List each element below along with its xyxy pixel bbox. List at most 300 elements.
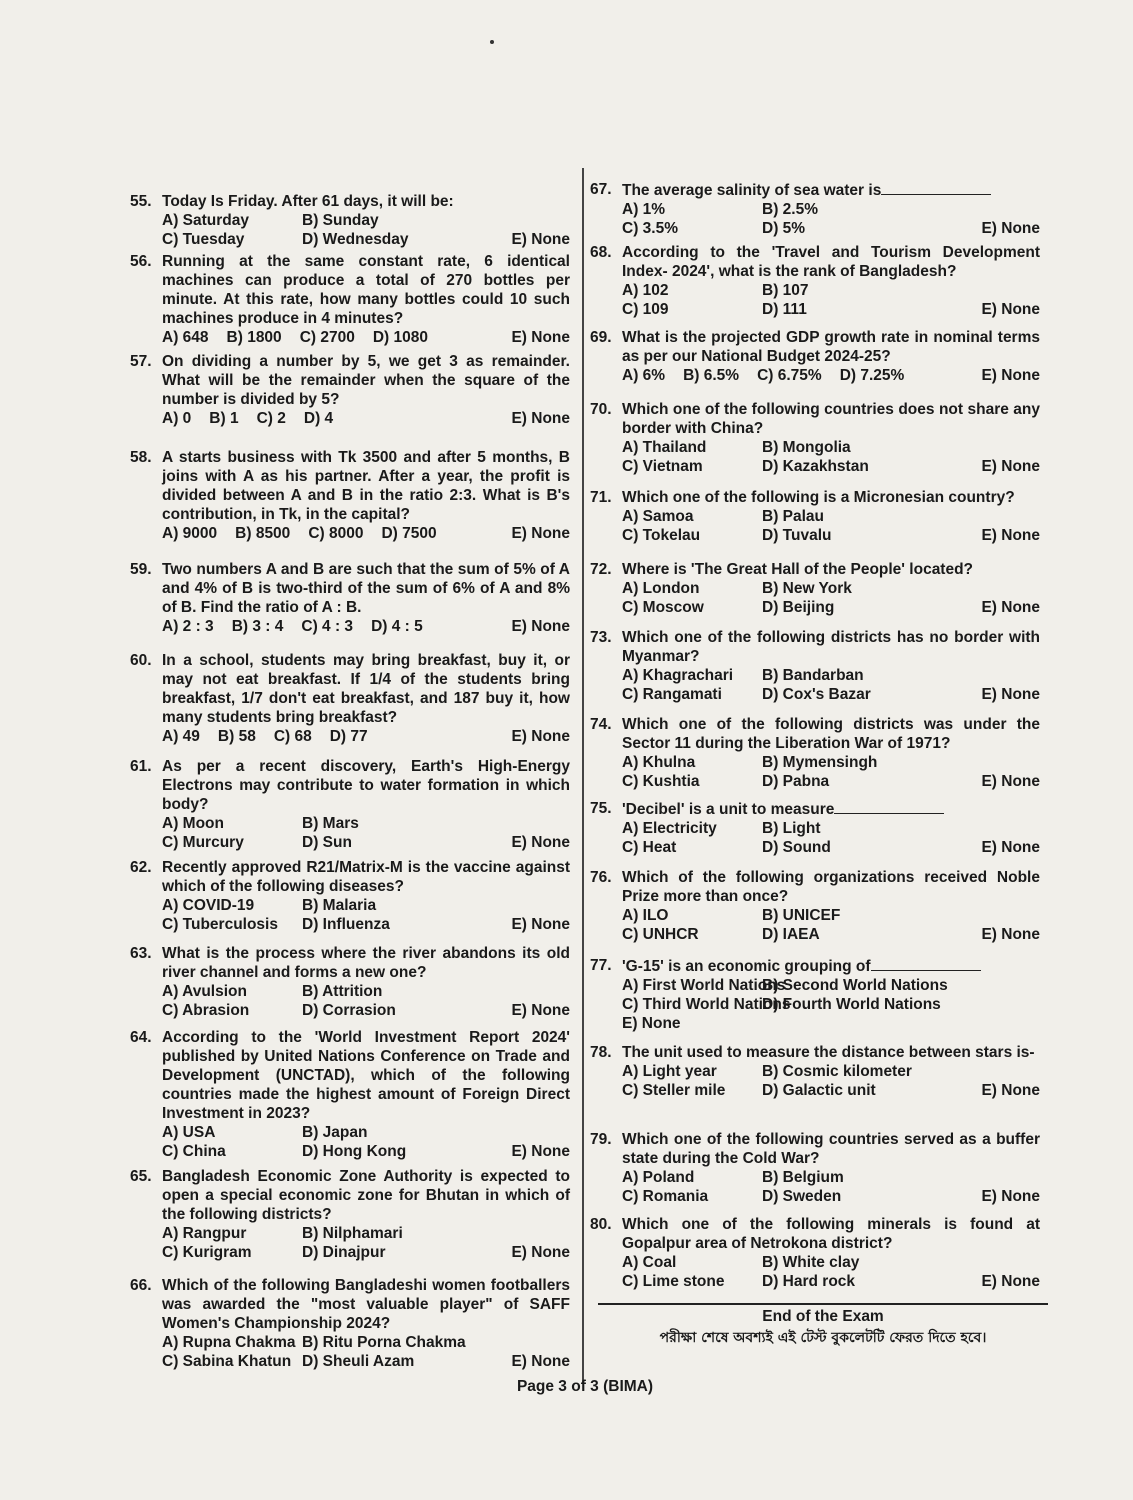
option-row — [622, 838, 1040, 857]
options — [162, 1123, 570, 1161]
answer-option[interactable]: D) IAEA — [762, 926, 820, 943]
question-number: 67. — [590, 181, 612, 198]
question-stem — [590, 180, 1040, 200]
option-row — [162, 1352, 570, 1371]
option-row — [622, 457, 1040, 476]
option-row — [622, 366, 1040, 385]
question-text — [622, 180, 1040, 200]
question-71 — [590, 488, 1040, 545]
answer-option[interactable]: E) None — [511, 329, 570, 346]
option-row — [622, 1014, 1040, 1033]
question-66 — [130, 1276, 570, 1371]
answer-option[interactable]: D) 77 — [329, 728, 368, 745]
answer-option[interactable]: A) Light year — [622, 1063, 717, 1080]
question-number: 66. — [130, 1277, 152, 1294]
question-text-content: Which one of the following minerals is found at Gopalpur area of Netrokona district? — [622, 1216, 1040, 1252]
answer-option[interactable]: C) Third World Nations — [622, 996, 791, 1013]
question-text — [622, 488, 1040, 507]
answer-option[interactable]: C) Tokelau — [622, 527, 701, 544]
answer-option[interactable] — [762, 1014, 937, 1033]
options — [162, 617, 570, 636]
question-number: 56. — [130, 253, 152, 270]
answer-option[interactable]: D) Cox's Bazar — [762, 686, 871, 703]
answer-option[interactable]: D) 5% — [762, 220, 806, 237]
answer-option[interactable]: A) Coal — [622, 1254, 677, 1271]
question-60 — [130, 651, 570, 746]
question-number: 76. — [590, 869, 612, 886]
answer-option[interactable]: B) New York — [762, 580, 852, 597]
options — [622, 906, 1040, 944]
question-65 — [130, 1167, 570, 1262]
option-row — [162, 1224, 570, 1243]
options — [622, 1253, 1040, 1291]
question-69 — [590, 328, 1040, 385]
question-number: 65. — [130, 1168, 152, 1185]
question-text — [162, 1276, 570, 1333]
end-of-exam: End of the Exam — [762, 1308, 884, 1325]
option-row — [622, 598, 1040, 617]
question-stem — [130, 1028, 570, 1123]
answer-option[interactable]: A) First World Nations — [622, 977, 786, 994]
question-text — [162, 448, 570, 524]
answer-option[interactable]: C) Moscow — [622, 599, 704, 616]
question-text-content: Which one of the following is a Micronesian country? — [622, 489, 1015, 506]
option-row — [162, 1243, 570, 1262]
answer-option[interactable]: C) Vietnam — [622, 458, 703, 475]
answer-option[interactable]: C) 4 : 3 — [301, 618, 354, 635]
question-59 — [130, 560, 570, 636]
question-stem — [130, 352, 570, 409]
answer-option[interactable]: C) 2700 — [299, 329, 355, 346]
option-row — [622, 507, 1040, 526]
question-56 — [130, 252, 570, 347]
question-text-content: The unit used to measure the distance between stars is- — [622, 1044, 1035, 1061]
option-row — [622, 995, 1040, 1014]
answer-option[interactable]: A) Moon — [162, 815, 224, 832]
speck — [490, 40, 494, 44]
answer-option[interactable]: C) Sabina Khatun — [162, 1353, 292, 1370]
options — [162, 409, 570, 428]
options — [622, 1062, 1040, 1100]
answer-option[interactable]: A) 1% — [622, 201, 666, 218]
answer-option[interactable]: B) Second World Nations — [762, 977, 948, 994]
question-text — [162, 858, 570, 896]
answer-option[interactable]: C) Rangamati — [622, 686, 722, 703]
answer-option[interactable]: B) Bandarban — [762, 667, 864, 684]
question-75 — [590, 799, 1040, 857]
answer-option[interactable]: A) 2 : 3 — [162, 618, 214, 635]
answer-option[interactable]: A) Thailand — [622, 439, 707, 456]
answer-option[interactable]: D) Tuvalu — [762, 527, 832, 544]
answer-option[interactable]: B) Nilphamari — [302, 1225, 403, 1242]
answer-option[interactable]: E) None — [511, 1353, 570, 1370]
answer-option[interactable]: C) UNHCR — [622, 926, 699, 943]
answer-option[interactable]: B) Mymensingh — [762, 754, 878, 771]
option-row — [162, 896, 570, 915]
question-text — [622, 560, 1040, 579]
answer-option[interactable]: E) None — [622, 1015, 681, 1032]
options — [162, 982, 570, 1020]
question-57 — [130, 352, 570, 428]
answer-option[interactable]: D) Corrasion — [302, 1002, 396, 1019]
answer-option[interactable]: C) Lime stone — [622, 1273, 725, 1290]
answer-option[interactable]: E) None — [511, 916, 570, 933]
answer-option[interactable]: B) White clay — [762, 1254, 860, 1271]
question-number: 59. — [130, 561, 152, 578]
options — [622, 753, 1040, 791]
answer-option[interactable]: E) None — [511, 1002, 570, 1019]
answer-option[interactable]: B) UNICEF — [762, 907, 841, 924]
answer-option[interactable]: B) Ritu Porna Chakma — [302, 1334, 466, 1351]
answer-option[interactable]: E) None — [981, 1188, 1040, 1205]
answer-option[interactable]: B) Palau — [762, 508, 825, 525]
question-stem — [130, 944, 570, 982]
question-text-content: Which of the following organizations received Noble Prize more than once? — [622, 869, 1040, 905]
answer-option[interactable]: D) Influenza — [302, 916, 390, 933]
question-text — [622, 628, 1040, 666]
answer-option[interactable]: C) Kurigram — [162, 1244, 252, 1261]
answer-option[interactable]: D) Dinajpur — [302, 1244, 386, 1261]
answer-option[interactable]: D) Beijing — [762, 599, 835, 616]
question-73 — [590, 628, 1040, 704]
question-79 — [590, 1130, 1040, 1206]
question-stem — [590, 715, 1040, 753]
answer-option[interactable]: D) Sweden — [762, 1188, 842, 1205]
answer-option[interactable]: D) 1080 — [372, 329, 428, 346]
answer-option[interactable]: C) 68 — [273, 728, 312, 745]
option-row — [162, 1142, 570, 1161]
answer-option[interactable]: E) None — [511, 525, 570, 542]
answer-option[interactable]: D) 7.25% — [839, 367, 905, 384]
answer-option[interactable]: E) None — [981, 220, 1040, 237]
option-row — [622, 666, 1040, 685]
question-text — [162, 252, 570, 328]
answer-option[interactable]: A) London — [622, 580, 700, 597]
answer-option[interactable]: A) 6% — [622, 367, 666, 384]
answer-option[interactable]: B) Belgium — [762, 1169, 844, 1186]
answer-option[interactable]: A) 49 — [162, 728, 200, 745]
answer-option[interactable]: B) 1 — [209, 410, 239, 427]
answer-option[interactable]: E) None — [981, 458, 1040, 475]
option-row — [622, 300, 1040, 319]
question-number: 77. — [590, 957, 612, 974]
options — [162, 1333, 570, 1371]
question-number: 58. — [130, 449, 152, 466]
answer-option[interactable]: A) Khulna — [622, 754, 696, 771]
options — [622, 507, 1040, 545]
answer-option[interactable]: B) Sunday — [302, 212, 379, 229]
question-72 — [590, 560, 1040, 617]
question-text-content: Today Is Friday. After 61 days, it will be: — [162, 193, 454, 210]
question-number: 70. — [590, 401, 612, 418]
answer-option[interactable]: A) 102 — [622, 282, 669, 299]
answer-option[interactable]: D) 4 — [303, 410, 334, 427]
question-58 — [130, 448, 570, 543]
options — [162, 524, 570, 543]
answer-option[interactable]: C) Romania — [622, 1188, 709, 1205]
question-number: 60. — [130, 652, 152, 669]
question-stem — [130, 1276, 570, 1333]
question-text-content: Two numbers A and B are such that the sum of 5% of A and 4% of B is two-third of the sum of 6% of A and 8% of B. Find the ratio of A : B. — [162, 561, 570, 616]
answer-option[interactable]: D) 7500 — [381, 525, 437, 542]
question-stem — [130, 560, 570, 617]
question-text-content: Bangladesh Economic Zone Authority is expected to open a special economic zone for Bhutan in which of the following districts? — [162, 1168, 570, 1223]
answer-option[interactable]: B) 107 — [762, 282, 809, 299]
options — [162, 727, 570, 746]
answer-option[interactable]: E) None — [981, 773, 1040, 790]
answer-option[interactable]: E) None — [981, 1082, 1040, 1099]
answer-option[interactable]: E) None — [981, 686, 1040, 703]
question-stem — [590, 628, 1040, 666]
question-text — [622, 1130, 1040, 1168]
question-text-content: Which of the following Bangladeshi women footballers was awarded the "most valuable player" of SAFF Women's Championship 2024? — [162, 1277, 570, 1332]
answer-option[interactable]: D) Galactic unit — [762, 1082, 876, 1099]
answer-option[interactable]: B) Mars — [302, 815, 359, 832]
answer-option[interactable]: E) None — [981, 599, 1040, 616]
answer-option[interactable]: C) 3.5% — [622, 220, 678, 237]
question-text — [622, 1043, 1040, 1062]
answer-option[interactable]: B) 8500 — [235, 525, 291, 542]
answer-option[interactable]: E) None — [511, 231, 570, 248]
option-row — [162, 230, 570, 249]
option-row — [162, 617, 570, 636]
answer-option[interactable]: E) None — [981, 1273, 1040, 1290]
answer-option[interactable]: E) None — [511, 834, 570, 851]
question-text — [622, 956, 1040, 976]
option-row — [622, 772, 1040, 791]
question-text — [622, 243, 1040, 281]
question-text-content: According to the 'World Investment Report 2024' published by United Nations Conference on Trade and Development (UNCTAD), which of the following countries made the highest amount of Foreign Direct Investment in 2023? — [162, 1029, 570, 1122]
question-76 — [590, 868, 1040, 944]
answer-option[interactable]: D) Fourth World Nations — [762, 996, 941, 1013]
question-number: 73. — [590, 629, 612, 646]
question-text — [162, 352, 570, 409]
answer-option[interactable]: C) Tuesday — [162, 231, 245, 248]
answer-option[interactable]: E) None — [511, 410, 570, 427]
question-stem — [130, 448, 570, 524]
answer-option[interactable]: B) 2.5% — [762, 201, 818, 218]
answer-option[interactable]: D) 111 — [762, 301, 807, 318]
answer-option[interactable]: D) 4 : 5 — [371, 618, 423, 635]
answer-option[interactable]: E) None — [511, 1244, 570, 1261]
question-63 — [130, 944, 570, 1020]
options — [622, 1168, 1040, 1206]
answer-option[interactable]: D) Hard rock — [762, 1273, 856, 1290]
options — [622, 976, 1040, 1033]
answer-option[interactable]: B) Cosmic kilometer — [762, 1063, 912, 1080]
question-text-content: Which one of the following countries served as a buffer state during the Cold War? — [622, 1131, 1040, 1167]
question-62 — [130, 858, 570, 934]
question-text-content: What is the projected GDP growth rate in nominal terms as per our National Budget 2024-25? — [622, 329, 1040, 365]
option-row — [622, 438, 1040, 457]
question-number: 79. — [590, 1131, 612, 1148]
answer-option[interactable]: A) Electricity — [622, 820, 717, 837]
question-number: 75. — [590, 800, 612, 817]
answer-option[interactable]: B) 1800 — [226, 329, 282, 346]
option-row — [162, 211, 570, 230]
answer-option[interactable]: A) Khagrachari — [622, 667, 734, 684]
answer-option[interactable]: A) 9000 — [162, 525, 218, 542]
answer-option[interactable]: E) None — [981, 367, 1040, 384]
answer-option[interactable]: C) 6.75% — [757, 367, 822, 384]
question-68 — [590, 243, 1040, 319]
question-stem — [130, 252, 570, 328]
question-number: 68. — [590, 244, 612, 261]
answer-option[interactable]: E) None — [981, 926, 1040, 943]
option-row — [622, 976, 1040, 995]
answer-option[interactable]: D) Hong Kong — [302, 1143, 407, 1160]
option-row — [162, 409, 570, 428]
question-text — [622, 1215, 1040, 1253]
option-row — [622, 925, 1040, 944]
answer-option[interactable]: A) USA — [162, 1124, 216, 1141]
answer-option[interactable]: B) Malaria — [302, 897, 377, 914]
question-text-content: Which one of the following districts was under the Sector 11 during the Liberation War of 1971? — [622, 716, 1040, 752]
question-number: 55. — [130, 193, 152, 210]
options — [622, 579, 1040, 617]
answer-option[interactable]: B) 6.5% — [683, 367, 740, 384]
page-number: Page 3 of 3 (BIMA) — [516, 1378, 654, 1395]
question-stem — [130, 757, 570, 814]
question-stem — [590, 488, 1040, 507]
question-text-content: 'Decibel' is a unit to measure — [622, 801, 835, 818]
question-text-content: Which one of the following districts has no border with Myanmar? — [622, 629, 1040, 665]
question-61 — [130, 757, 570, 852]
answer-option[interactable]: D) Pabna — [762, 773, 830, 790]
option-row — [622, 819, 1040, 838]
answer-option[interactable]: C) Steller mile — [622, 1082, 726, 1099]
question-number: 74. — [590, 716, 612, 733]
fill-blank — [871, 956, 981, 971]
question-number: 71. — [590, 489, 612, 506]
question-text-content: The average salinity of sea water is — [622, 182, 882, 199]
question-text — [622, 799, 1040, 819]
answer-option[interactable]: C) 2 — [256, 410, 286, 427]
answer-option[interactable]: A) 648 — [162, 329, 209, 346]
question-stem — [590, 1043, 1040, 1062]
answer-option[interactable]: A) Rangpur — [162, 1225, 247, 1242]
question-number: 57. — [130, 353, 152, 370]
answer-option[interactable]: D) Sound — [762, 839, 831, 856]
option-row — [162, 814, 570, 833]
option-row — [622, 1253, 1040, 1272]
answer-option[interactable]: C) Tuberculosis — [162, 916, 278, 933]
question-text — [162, 1028, 570, 1123]
options — [622, 819, 1040, 857]
answer-option[interactable]: A) Samoa — [622, 508, 694, 525]
question-number: 72. — [590, 561, 612, 578]
answer-option[interactable]: D) Sun — [302, 834, 352, 851]
answer-option[interactable]: B) Mongolia — [762, 439, 851, 456]
answer-option[interactable]: A) Saturday — [162, 212, 249, 229]
option-row — [622, 579, 1040, 598]
answer-option[interactable]: D) Sheuli Azam — [302, 1353, 415, 1370]
answer-option[interactable]: E) None — [981, 301, 1040, 318]
options — [622, 200, 1040, 238]
fill-blank — [834, 799, 944, 814]
question-stem — [590, 400, 1040, 438]
question-80 — [590, 1215, 1040, 1291]
answer-option[interactable]: B) 3 : 4 — [231, 618, 284, 635]
question-text-content: According to the 'Travel and Tourism Development Index- 2024', what is the rank of Bangladesh? — [622, 244, 1040, 280]
answer-option[interactable]: A) ILO — [622, 907, 669, 924]
question-text-content: On dividing a number by 5, we get 3 as remainder. What will be the remainder when the square of the number is divided by 5? — [162, 353, 570, 408]
question-64 — [130, 1028, 570, 1161]
question-text — [622, 400, 1040, 438]
answer-option[interactable]: A) Avulsion — [162, 983, 247, 1000]
answer-option[interactable]: B) Attrition — [302, 983, 383, 1000]
answer-option[interactable]: E) None — [981, 527, 1040, 544]
question-text-content: Recently approved R21/Matrix-M is the vaccine against which of the following diseases? — [162, 859, 570, 895]
option-row — [622, 1081, 1040, 1100]
return-booklet-note: পরীক্ষা শেষে অবশ্যই এই টেস্ট বুকলেটটি ফেরত দিতে হবে। — [659, 1330, 987, 1346]
answer-option[interactable]: A) Rupna Chakma — [162, 1334, 296, 1351]
option-row — [622, 526, 1040, 545]
question-stem — [590, 328, 1040, 366]
answer-option[interactable]: E) None — [511, 1143, 570, 1160]
question-78 — [590, 1043, 1040, 1100]
question-number: 78. — [590, 1044, 612, 1061]
question-number: 80. — [590, 1216, 612, 1233]
question-text-content: A starts business with Tk 3500 and after 5 months, B joins with A as his partner. After a year, the profit is divided between A and B in the ratio 2:3. What is B's contribution, in Tk, in the capital? — [162, 449, 570, 523]
options — [622, 666, 1040, 704]
options — [162, 896, 570, 934]
option-row — [162, 915, 570, 934]
answer-option[interactable]: C) China — [162, 1143, 226, 1160]
option-row — [622, 685, 1040, 704]
answer-option[interactable]: C) Murcury — [162, 834, 244, 851]
answer-option[interactable]: C) Kushtia — [622, 773, 700, 790]
answer-option[interactable]: B) 58 — [217, 728, 256, 745]
option-row — [162, 328, 570, 347]
answer-option[interactable]: C) 109 — [622, 301, 669, 318]
answer-option[interactable]: D) Kazakhstan — [762, 458, 869, 475]
question-67 — [590, 180, 1040, 238]
question-stem — [130, 1167, 570, 1224]
options — [622, 366, 1040, 385]
question-stem — [130, 192, 570, 211]
option-row — [622, 1168, 1040, 1187]
answer-option[interactable]: B) Japan — [302, 1124, 368, 1141]
question-number: 61. — [130, 758, 152, 775]
answer-option[interactable]: E) None — [511, 618, 570, 635]
options — [162, 814, 570, 852]
answer-option[interactable]: E) None — [511, 728, 570, 745]
question-text-content: What is the process where the river abandons its old river channel and forms a new one? — [162, 945, 570, 981]
question-text — [622, 715, 1040, 753]
answer-option[interactable]: C) Heat — [622, 839, 677, 856]
answer-option[interactable]: E) None — [981, 839, 1040, 856]
question-55 — [130, 192, 570, 249]
option-row — [162, 1123, 570, 1142]
options — [162, 328, 570, 347]
option-row — [622, 281, 1040, 300]
answer-option[interactable]: B) Light — [762, 820, 821, 837]
question-text-content: As per a recent discovery, Earth's High-Energy Electrons may contribute to water formation in which body? — [162, 758, 570, 813]
answer-option[interactable]: A) COVID-19 — [162, 897, 255, 914]
question-text — [622, 328, 1040, 366]
options — [162, 211, 570, 249]
answer-option[interactable]: C) 8000 — [308, 525, 364, 542]
answer-option[interactable]: C) Abrasion — [162, 1002, 250, 1019]
answer-option[interactable]: D) Wednesday — [302, 231, 409, 248]
answer-option[interactable]: A) Poland — [622, 1169, 695, 1186]
question-stem — [590, 799, 1040, 819]
question-74 — [590, 715, 1040, 791]
answer-option[interactable]: A) 0 — [162, 410, 192, 427]
option-row — [622, 1062, 1040, 1081]
question-text — [162, 651, 570, 727]
